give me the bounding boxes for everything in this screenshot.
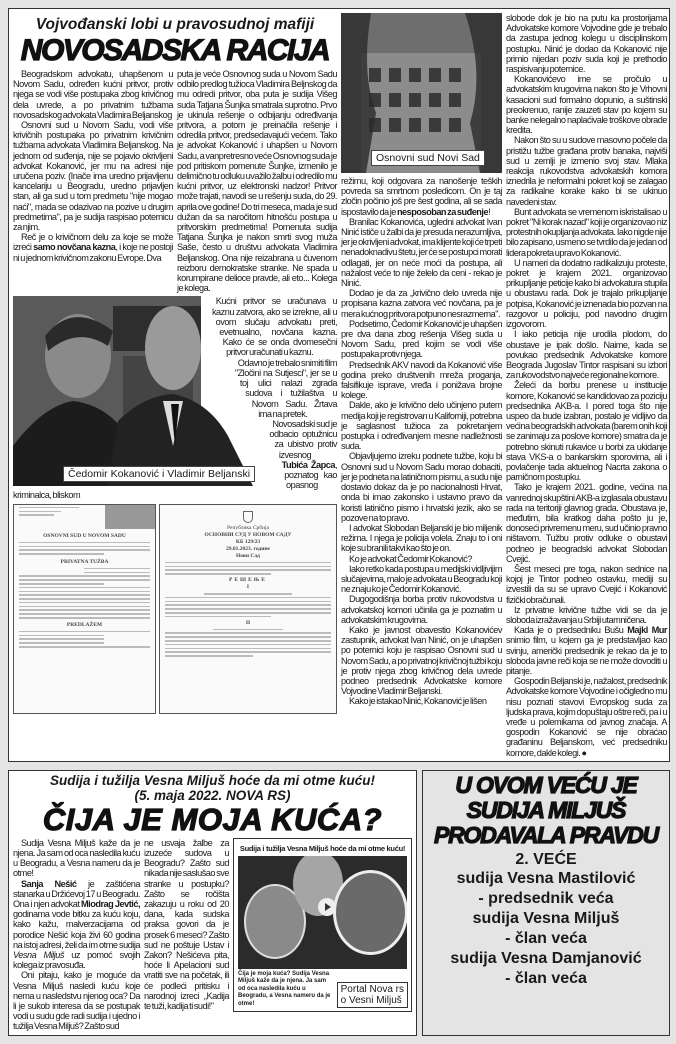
video-footer — [234, 969, 411, 1012]
text: Sudija Vesna Miljuš kaže da je njena. Ja sam od oca nasledila kuću u Beogradu, a Vesna nameru da je otme! — [13, 837, 140, 879]
text: Odavno je trebalo snimiti film "Zločini na Sutjesci", jer se u toj ulici nalazi zgrada sudova i tužilaštva u Novom Sadu. Žrtava ima na pretek. — [234, 357, 337, 419]
text: Nakon što su u sudove masovno počele da pristižu tužbe građana protiv banaka, najviši sud u zemlji je izmenio svoj stav. Mlaka reakcija rukovodstva advokatskih komora iznedrila je neformalni pokret koji se zalagao za radikalne korake kako bi se ukinuo navedeni stav. — [506, 135, 667, 207]
text: Tako je krajem 2021. godine, većina na vanrednoj skupštini AKB-a izglasala obustavu rada na teritoriji glavnog grada. Obustava je, međutim, bila kratkog daha pošto ju je, donoseći privremenu meru, sud učinio pravno ništavom. Tužbu protiv odluke o obustavi podneo je beogradski advokat Slobodan Cvejić. — [506, 482, 667, 564]
paragraph — [341, 176, 502, 217]
bottom-article-colB — [144, 838, 229, 1011]
paragraph — [506, 625, 667, 676]
paragraph — [144, 838, 229, 1011]
text: Branilac Kokanovića, ugledni advokat Ivan Ninić ističe u žalbi da je presuda nerazumljiva, jer je okrivljeni advokat, ima klijente koji će trpeti nenadoknadivu štetu, jer će se postupci morati odlagati, jer on neće moći da postupa, ali nažalost veće to nije želelo da ceni - rekao je Ninić. — [341, 216, 502, 289]
doc2-part2: II — [245, 619, 251, 626]
bold-text: Majkl Mur — [627, 625, 667, 636]
photo-caption-kokanovic-beljanski: Čedomir Kokanović i Vladimir Beljanski — [63, 466, 255, 482]
text: Predsednik AKV navodi da Kokanović više godina preko društvenih mreža proganja, falsifikuje isprave, vređa i ponižava brojne kolege. — [341, 359, 502, 401]
doc2-title: РЕШЕЊЕ — [229, 576, 267, 583]
text: Kako je istakao Ninić, Kokanović je lišen — [349, 696, 487, 707]
coat-of-arms-icon — [243, 511, 253, 523]
text: Bunt advokata se vremenom iskristalisao u pokret "Ni korak nazad" koji je organizovao niz protestnih okupljanja advokata. Iako nigde nije bilo zapisano, usmeno se tvrdilo da je jedan od lidera pokreta upravo Kokanović. — [506, 206, 667, 258]
top-article-upper-columns — [13, 69, 337, 293]
member-line: sudija Vesna Mastilović — [456, 869, 636, 887]
doc2-city: Нови Сад — [236, 552, 260, 559]
text: , i koje ne postoji ni u jednom krivičnom zakonu Evrope. Dva — [13, 242, 173, 263]
text: godinama vode bitku za kuću koju, kako kažu, malverzacijama od porodice Nešić koja živi 60 godina na istoj adresi, želi da im otme sudija — [13, 909, 140, 950]
text: Objavljujemo izreku podnete tužbe, koju bi Osnovni sud u Novom Sadu morao dobaciti, jer je podneta na latiničnom pismu, a sudu nije dostavio dokaz da je po nacionalnosti Hrvat, onda bi imao zakonsko i ustavno pravo da koristi latinično pismo i hrvatski jezik, ako se pozove na to pravo. — [341, 451, 502, 523]
text: Dugogodišnja borba protiv rukovodstva u advokatskoj komori učinila ga je poznatim u advokatskim krugovima. — [341, 594, 502, 625]
italic-text: Vesna Miljuš — [13, 950, 64, 961]
paragraph — [13, 69, 173, 120]
text: Gospodin Beljanski je, nažalost, predsednik Advokatske komore Vojvodine i očigledno mu nisu poznati stavovi Evropskog suda za ljudska prava, kojim dopuštaju oštre reči, pa i u vređe u polemikama od javnog značaja. A gospodin Kokanović se nije obraćao građaninu Beljanskom, već predsedniku komore, dakle kolegi. ● — [506, 676, 667, 758]
side-headline-line: SUDIJA MILJUŠ — [466, 796, 626, 823]
paragraph — [341, 217, 502, 288]
member-line: - član veća — [505, 929, 587, 947]
text: Beogradskom advokatu, uhapšenom u Novom Sadu, određen kućni pritvor, protiv njega se vodi više postupaka zbog krivičnog dela uvrede, a po privatnim tužbama novosadskog advokata Vladimira Beljanskog — [13, 69, 173, 120]
video-source-line1: Portal Nova rs — [340, 984, 404, 996]
scanned-document-private-lawsuit — [13, 504, 156, 714]
side-box — [422, 770, 670, 1036]
top-article — [8, 8, 670, 762]
bottom-article-kicker: Sudija i tužilja Vesna Miljuš hoće da mi otme kuću! — [49, 772, 376, 788]
text: slobode dok je bio na putu ka prostorijama Advokatske komore Vojvodine gde je trebalo da zastupa jednog kolegu u disciplinskom postupku. Ninić je dodao da Kokanović nije primio nijedan poziv suda koji je prethodio raspisivanju poternice. — [506, 13, 667, 75]
bold-text: nesposoban za suđenje — [396, 206, 489, 217]
text: ne usvaja žalbe za izuzeće sudova u Beogradu? Zašto sud nikada nije saslušao sve stranke u postupku? Zašto se ročišta zakazuju u roku od 20 dana, kada sudska praksa govori da je prosek 6 meseci? Zašto sud ne poštuje Ustav i Zakon? Nešićeva pita, hoće li Apelacioni sud vratiti sve na početak, ili će podleći pritisku i narodnoj izreci „Kadija te tuži, kadija ti sudi!" — [144, 837, 229, 1012]
photo-court-building — [341, 13, 502, 173]
photo-caption-court: Osnovni sud Novi Sad — [371, 150, 485, 166]
paragraph — [341, 554, 502, 564]
text: Dakle, ako je krivično delo učinjeno putem medija koji je registrovan u Kaliforniji, potrebna je saglasnost tužioca za pokretanjem postupka i određivanjem mesne nadležnosti suda. — [341, 400, 502, 452]
doc1-title: PRIVATNA TUŽBA — [60, 558, 109, 565]
paragraph — [506, 380, 667, 482]
paragraph — [13, 879, 140, 971]
bottom-article-dateline: (5. maja 2022. NOVA RS) — [134, 787, 291, 803]
doc2-date: 29.01.2023. године — [225, 545, 270, 552]
text: Želeći da borbu prenese u institucije komore, Kokanović se kandidovao za poziciju predsednika AKB-a. I pored toga što nije uspeo da bude izabran, postalo je vidljivo da većina beogradskih advokata (barem onih koji se zanimaju za poslove komore) smatra da je potrebno skinuti rukavice u borbi za ukidanje stava VKS-a o bankarskim sporovima, ali i povlačenje tada aktuelnog Nacrta zakona o parničnom postupku. — [506, 380, 667, 483]
text: I iako peticija nije urodila plodom, do obustave je ipak došlo. Naime, kada se povukao predsednik Advokatske komore Beograda Jugoslav Tintor raspisani su izbori za rukovodstvo najveće regionalne komore. — [506, 329, 667, 381]
top-article-col4 — [506, 13, 667, 758]
text: režimu, koji odgovara za nanošenje teških povreda sa smrtnom posledicom. On je taj zločin počinio još pre šest godina, ali se sada ispostavilo da je — [341, 176, 502, 217]
text: Kako je javnost obavestio Kokanovićev zastupnik, advokat Ivan Ninić, on je uhapšen po poternici koju je raspisao Osnovni sud u Novom Sadu, a po privatnoj krivičnoj tužbi koju je protiv njega zbog krivičnog dela uvrede podneo predsednik Advokatske komore Vojvodine Vladimir Beljanski. — [341, 624, 502, 697]
bold-text: samo novčana kazna — [33, 242, 116, 253]
text: ! — [488, 206, 491, 217]
paragraph — [506, 207, 667, 258]
photo-kokanovic-beljanski — [13, 296, 337, 500]
text: Iako retko kada postupa u medijski vidljivijim slučajevima, malo je advokata u Beogradu koji ne znaju ko je Čedomir Kokanović. — [341, 563, 502, 595]
text: Kućni pritvor se uračunava u kaznu zatvora, ako se izrekne, ali u ovom slučaju advokatu preti, evetnualno, novčana kazna. Kako će se onda dvomesečni pritvor uračunati u kaznu. — [211, 296, 337, 358]
top-article-kicker: Vojvođanski lobi u pravosudnoj mafiji — [35, 16, 315, 33]
paragraph — [506, 13, 667, 74]
paragraph — [341, 360, 502, 401]
top-article-headline: NOVOSADSKA RACIJA — [20, 34, 330, 67]
member-line: sudija Vesna Damjanović — [450, 949, 642, 967]
bottom-article-headline: ČIJA JE MOJA KUĆA? — [42, 801, 383, 837]
paragraph — [341, 400, 502, 451]
side-box-headline — [425, 773, 667, 848]
paragraph — [341, 564, 502, 595]
text: Dodao je da za „krivično delo uvreda nije propisana kazna zatvora već novčana, pa je mera kućnog pritvora potpuno nesrazmerna". — [341, 288, 502, 319]
text: snimio film, u kojem ga je predstavljao kao svinju, američki predsednik je rekao da je to sloboda javne reči koja se ne može dovoditi u pitanje. — [506, 635, 667, 676]
text: Novosadski sud je odbacio optužnicu za ubistvo protiv izvesnog — [269, 418, 337, 460]
text: U nameri da dodatno radikalizuju proteste, pokret je krajem 2021. organizovao prikupljanje peticije kako bi advokatura stupila u obustavu rada. Dok je trajalo prikupljanje potpisa, Kokanović je iznenada bio pozvan na razgovor u policiju, pod navodno drugim izgovorom. — [506, 257, 667, 330]
text: Ko je advokat Čedomir Kokanović? — [349, 553, 472, 564]
top-article-col3 — [341, 176, 502, 707]
text: Kokanovićevo ime se pročulo u advokatskim krugovima nakon što je Vrhovni kasacioni sud formalno dopunio, a suštinski preokrenuo, ranije zauzeti stav po kojem su banke nelegalno naplaćivale troškove obrade kredita. — [506, 74, 667, 136]
side-headline-line: PRODAVALA PRAVDU — [433, 821, 658, 848]
paragraph — [341, 319, 502, 360]
text: I advokat Slobodan Beljanski je bio miljenik režima. I njega je policija volela. Znaju to i oni koje su branili takvi kao što je on. — [341, 522, 502, 554]
paragraph — [341, 696, 502, 706]
member-line: sudija Vesna Miljuš — [472, 909, 620, 927]
building-image — [341, 13, 502, 173]
paragraph — [341, 594, 502, 625]
paragraph — [341, 288, 502, 319]
side-box-members — [425, 869, 667, 989]
side-headline-line: U OVOM VEĆU JE — [455, 771, 637, 798]
doc1-court: OSNOVNI SUD U NOVOM SADU — [43, 532, 126, 539]
text: Iz privatne krivične tužbe vidi se da je sloboda izražavanja u Srbiji utamničena. — [506, 604, 667, 625]
text: Podsetimo, Čedomir Kokanović je uhapšen pre dva dana zbog rešenja Višeg suda u Novom Sadu, pred kojim se vodi više postupaka protiv njega. — [341, 318, 502, 360]
scanned-document-court-decision — [159, 504, 337, 714]
paragraph — [506, 329, 667, 380]
play-icon[interactable] — [318, 898, 336, 916]
video-source-label — [337, 982, 408, 1008]
paragraph — [341, 523, 502, 554]
text: Oni pitaju, kako je moguće da Vesna Miljuš nasledi kuću koje nema u nasledstvu njenog oca? Da li je sukob interesa da se postupak vodi u sudu gde radi sudija i ujedno i tužilja Vesna Miljuš? Zašto sud — [13, 970, 140, 1032]
paragraph — [506, 258, 667, 329]
bold-text: Miodrag Jevtić, — [81, 899, 141, 910]
video-source-line2: o Vesni Miljuš — [340, 995, 402, 1007]
paragraph — [13, 120, 173, 232]
top-col3-block — [341, 13, 502, 707]
bottom-article — [8, 770, 417, 1036]
paragraph — [506, 74, 667, 135]
member-line: - predsednik veća — [478, 889, 614, 907]
video-header: Sudija i tužilja Vesna Miljuš hoće da mi otme kuću! — [239, 843, 406, 853]
paragraph — [13, 970, 140, 1031]
top-left-block — [13, 13, 337, 714]
doc2-case: КБ 129/23 — [235, 538, 261, 545]
doc2-court: ОСНОВНИ СУД У НОВОМ САДУ — [204, 531, 292, 538]
text: , poznatog kao opasnog kriminalca, bliskom — [13, 459, 337, 501]
doc1-header — [14, 505, 155, 529]
paragraph — [341, 625, 502, 696]
bottom-article-body — [13, 838, 412, 1032]
bottom-row — [8, 770, 670, 1036]
paragraph — [13, 232, 173, 263]
doc1-section: PREDLAŽEM — [66, 621, 103, 628]
paragraph — [506, 676, 667, 758]
doc2-republic: Република Србија — [227, 524, 269, 531]
top-article-col1 — [13, 69, 173, 293]
paragraph — [506, 564, 667, 605]
text: puta je veće Osnovnog suda u Novom Sadu odbilo predlog tužioca Vladimira Beljnskog da mu odredi pritvor, oba puta je sudija Višeg suda Tatjana Šunjka smatrala suprotno. Prvo je ukinula rešenje o odbijanju određivanja pritvora, a potom je preinačila rešenje i odredila pritvor, predsedavajući većem. Tako je advokat Kokanović i uhapšen u Novom Sadu, a vanpretresno veće Osnovnog suda je pod pritiskom pomenute Šunjke, izmenilo je delimično tu odluku uvažilo žalbu i odredilo mu kućni pritvor, uz elektronski nadzor! Pritvor može trajati, navodi se u rešenju suda, do 29. aprila ove godine! Do tri meseca, mada je sud dužan da sa naročitom hitnošću postupa u pritvorskim predmetima! Pomenuta sudija Tatjana Šunjka je nakon smrti svog muža Saše, često u društvu advokata Vladimira Beljanskog. Ona nije reizabrana u čuvenom reizboru demokratske stranke. Ne spada u korumpirane delioce pravde, ali eto... Kolega je kolega. — [177, 69, 337, 294]
text: Šest meseci pre toga, nakon sednice na kojoj je Tintor podneo ostavku, mediji su izvestili da su se upravo Cvejić i Kokanović fizički obračunali. — [506, 563, 667, 605]
bold-text: Tubića Žapca — [281, 459, 335, 470]
stamp — [105, 505, 155, 529]
paragraph — [506, 135, 667, 206]
text: Reč je o krivičnom delu za koje se može izreći — [13, 232, 173, 253]
paragraph — [341, 451, 502, 522]
video-embed[interactable] — [233, 838, 412, 1013]
text: Osnovni sud u Novom Sadu, vodi više krivičnih postupaka po privatnim krivičnim tužbama advokata Vladimira Beljanskog. Na jednom od suđenja, nije se pojavio okrivljeni advokat Kokanović, jer mu na adresi nije uručena poziv. (Inače ima uredno prijavljenu kancelariju u Beogradu, uredno prijavljen stan, ali ga sud u tom predmetu "nije mogao naći", mada se odazivao na pozive u drugim predmetima", pa je sudija raspisao poternicu za njim. — [13, 120, 173, 233]
bold-text: Sanja Nešić — [21, 878, 77, 889]
paragraph — [177, 69, 337, 293]
text: je zaštićena stanarka u Držićevoj 17 u Beogradu. Ona i njen advokat — [13, 878, 140, 910]
side-box-panel: 2. VEĆE — [515, 850, 577, 868]
paragraph — [506, 605, 667, 625]
doc2-part1: I — [246, 583, 250, 590]
text: uz pomoć svojih kolega iz pravosuđa. — [13, 950, 140, 971]
video-thumbnail — [238, 856, 407, 969]
paragraph — [13, 838, 140, 879]
text: Kada je o predsedniku Bušu — [514, 625, 628, 636]
video-caption: Čija je moja kuća? Sudija Vesna Miljuš kaže da je njena. Ja sam od oca nasledila kuću u Beogradu, a Vesna nameru da je otme! — [238, 970, 331, 1007]
paragraph — [506, 482, 667, 564]
scanned-documents — [13, 504, 337, 714]
person-thumb-3 — [333, 870, 407, 955]
bottom-article-colA — [13, 838, 140, 1032]
member-line: - član veća — [505, 969, 587, 987]
top-article-col2 — [177, 69, 337, 293]
